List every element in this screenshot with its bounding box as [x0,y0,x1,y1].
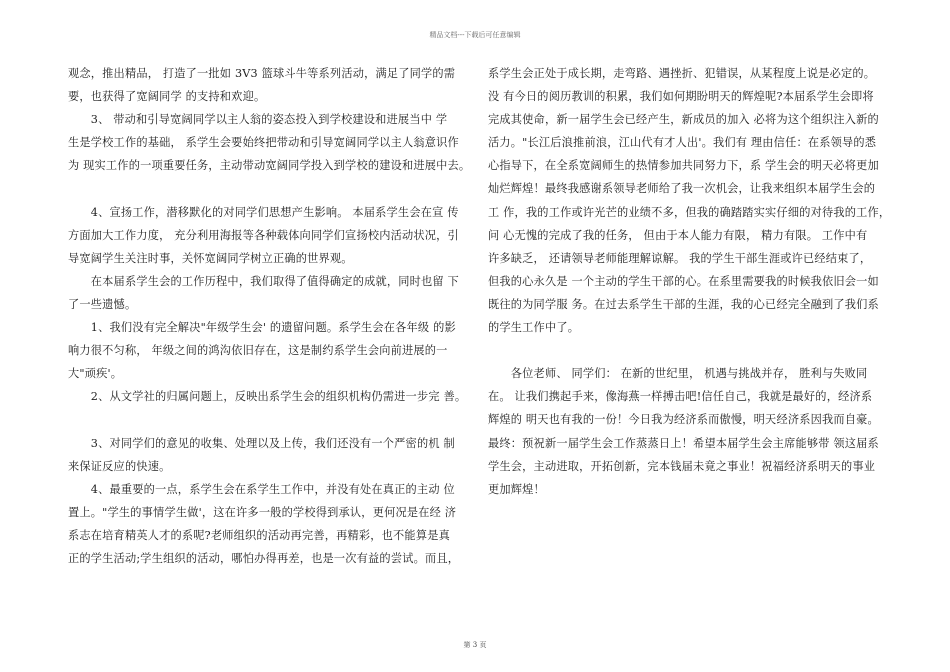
text-line: 置上。"学生的事情学生做'，这在许多一般的学校得到承认，更何况是在经 济 [68,505,457,519]
text-line: 心指导下，在全系宽阔师生的热情参加共同努力下，系 学生会的明天必将更加 [488,159,879,173]
text-line: 最终：预祝新一届学生会工作蒸蒸日上！希望本届学生会主席能够带 领这届系 [488,436,879,450]
text-line: 学生会，主动进取，开拓创新，完本钱届未竟之事业！祝福经济系明天的事业 [488,459,876,473]
text-line: 方面加大工作力度， 充分利用海报等各种载体向同学们宣扬校内活动状况，引 [68,228,459,242]
text-line [68,177,470,200]
text-line: 生是学校工作的基础， 系学生会要始终把带动和引导宽阔同学以主人翁意识作 [68,136,459,150]
text-line: 为 现实工作的一项重要任务，主动带动宽阔同学投入到学校的建设和进展中去。 [68,159,471,173]
text-line: 但我的心永久是 一个主动的学生干部的心。在系里需要我的时候我依旧会一如 [488,274,879,288]
text-line: 更加辉煌！ [488,482,545,496]
text-line: 4、最重要的一点，系学生会在系学生工作中，并没有处在真正的主动 位 [68,482,455,496]
text-line: 响力很不匀称， 年级之间的鸿沟依旧存在，这是制约系学生会向前进展的一 [68,344,448,358]
text-line: 3、对同学们的意见的收集、处理以及上传，我们还没有一个严密的机 制 [68,436,455,450]
text-line: 活力。"长江后浪推前浪，江山代有才人出'。我们有 理由信任：在系领导的悉 [488,136,877,150]
text-line: 2、从文学社的归属问题上，反映出系学生会的组织机构仍需进一步完 善。 [68,390,467,404]
text-line: 各位老师、 同学们： 在新的世纪里， 机遇与挑战并存， 胜利与失败同 [488,367,868,381]
right-column [488,62,890,501]
page-header: 精品文档---下载后可任意编辑 [429,31,521,39]
text-line: 灿烂辉煌！最终我感谢系领导老师给了我一次机会，让我来组织本届学生会的 [488,182,876,196]
text-line: 既往的为同学服 务。在过去系学生干部的生涯，我的心已经完全融到了我们系 [488,297,879,311]
text-line: 问 心无愧的完成了我的任务， 但由于本人能力有限， 精力有限。 工作中有 [488,228,868,242]
text-line: 观念，推出精品， 打造了一批如 3V3 篮球斗牛等系列活动，满足了同学的需 [68,67,456,80]
page-number: 第 3 页 [463,641,487,649]
text-line [488,339,890,362]
text-line: 完成其使命，新一届学生会已经产生，新成员的加入 必将为这个组织注入新的 [488,113,879,127]
text-line: 辉煌的 明天也有我的一份！今日我为经济系而傲慢，明天经济系因我而自豪。 [488,413,879,427]
text-line: 许多缺乏， 还请领导老师能理解谅解。 我的学生干部生涯或许已经结束了， [488,251,872,265]
text-line: 4、宣扬工作，潜移默化的对同学们思想产生影响。 本届系学生会在宣 传 [68,205,459,219]
text-line: 没 有今日的阅历教训的积累，我们如何期盼明天的辉煌呢?本届系学生会即将 [488,90,874,104]
text-line: 了一些遗憾。 [68,297,137,311]
text-line: 要，也获得了宽阔同学 的支持和欢迎。 [68,90,266,104]
text-line: 系学生会正处于成长期，走弯路、遇挫折、犯错误，从某程度上说是必定的。 [488,67,876,80]
text-line: 来保证反应的快速。 [68,459,171,473]
text-line: 的学生工作中了。 [488,321,580,335]
text-line: 系志在培育精英人才的系呢?老师组织的活动再完善，再精彩，也不能算是真 [68,528,450,542]
text-line: 1、我们没有完全解决"年级学生会' 的遗留问题。系学生会在各年级 的影 [68,321,456,335]
left-column [68,62,470,570]
text-line: 正的学生活动;学生组织的活动，哪怕办得再差，也是一次有益的尝试。而且， [68,551,460,565]
text-line: 在本届系学生会的工作历程中，我们取得了值得确定的成就，同时也留 下 [68,274,459,288]
text-line: 导宽阔学生关注时事，关怀宽阔同学树立正确的世界观。 [68,251,353,265]
text-line: 3、 带动和引导宽阔同学以主人翁的姿态投入到学校建设和进展当中 学 [68,113,448,127]
text-line: 大"顽疾'。 [68,367,123,381]
text-line [68,408,470,431]
text-line: 工 作，我的工作或许光芒的业绩不多，但我的确踏踏实实仔细的对待我的工作， [488,205,891,219]
text-line: 在。 让我们携起手来，像海燕一样搏击吧!信任自己，我就是最好的，经济系 [488,390,873,404]
